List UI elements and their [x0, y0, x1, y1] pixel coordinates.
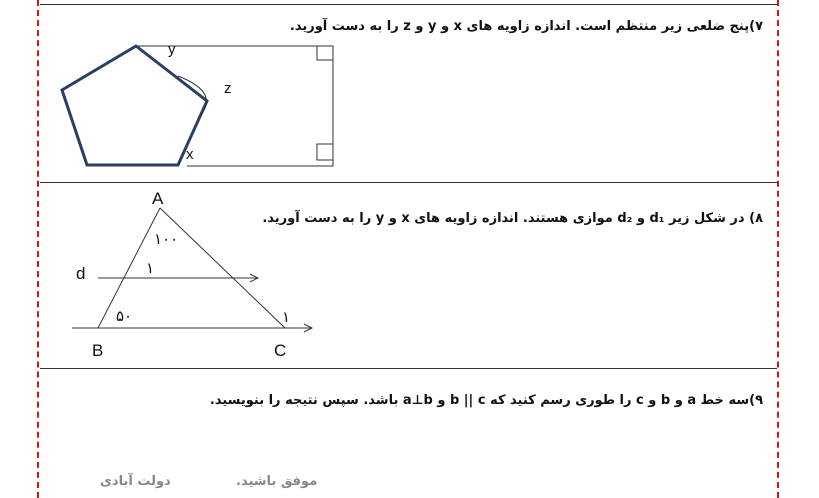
figure-7-pentagon	[50, 38, 390, 178]
label-A: A	[152, 189, 164, 208]
label-B: B	[92, 341, 104, 360]
label-z: z	[224, 80, 232, 97]
question-9: ۹)سه خط a و b و c را طوری رسم کنید که b || c و a⊥b باشد. سپس نتیجه را بنویسید.	[209, 393, 763, 408]
footer-author: دولت آبادی	[100, 474, 171, 489]
angle-1-mid: ۱	[146, 260, 155, 277]
right-border	[777, 0, 779, 498]
footer-good-luck: موفق باشید.	[236, 474, 318, 489]
angle-50: ۵۰	[116, 308, 133, 325]
section-divider-1	[40, 182, 777, 183]
label-y: y	[168, 41, 176, 58]
label-x: x	[186, 146, 194, 163]
question-7: ۷)پنج ضلعی زیر منتظم است. اندازه زاویه های x و y و z را به دست آورید.	[289, 19, 763, 34]
label-C: C	[274, 341, 287, 360]
section-divider-2	[40, 368, 777, 369]
angle-100: ۱۰۰	[154, 231, 179, 248]
angle-1-right: ۱	[282, 309, 291, 326]
label-d: d	[76, 264, 86, 283]
figure-8-triangle	[60, 188, 350, 368]
question-8: ۸) در شکل زیر d₁ و d₂ موازی هستند. اندازه زاویه های x و y را به دست آورید.	[262, 211, 763, 226]
section-divider-top	[40, 4, 777, 5]
left-border	[37, 0, 39, 498]
